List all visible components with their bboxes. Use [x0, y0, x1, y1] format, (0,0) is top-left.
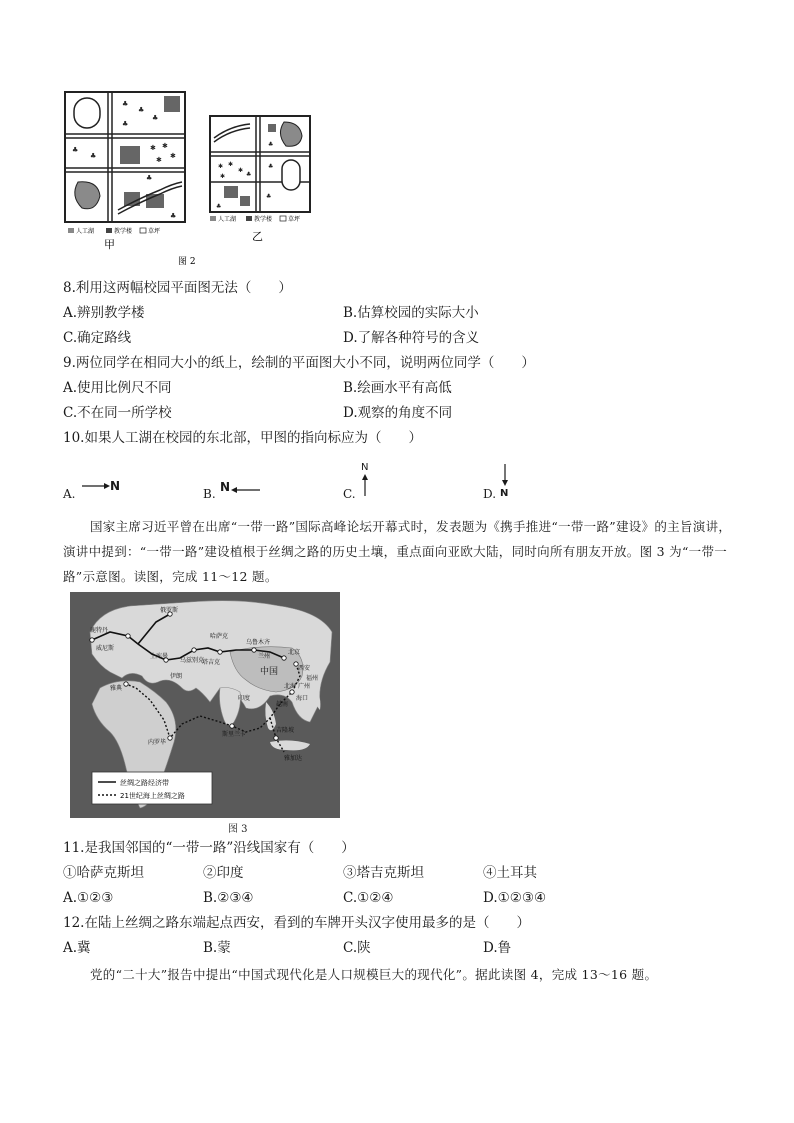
q11-option-c: C.①②④: [343, 890, 394, 906]
q9-option-a: A.使用比例尺不同: [63, 380, 172, 396]
svg-text:雅典: 雅典: [110, 685, 123, 692]
q12-option-c: C.陕: [343, 940, 371, 956]
svg-text:人工湖: 人工湖: [218, 216, 237, 223]
svg-text:♣: ♣: [268, 163, 274, 170]
svg-text:✱: ✱: [238, 167, 244, 174]
svg-text:N: N: [110, 479, 121, 493]
svg-text:♣: ♣: [122, 100, 129, 108]
svg-text:♣: ♣: [170, 212, 177, 220]
question-12-stem: 12.在陆上丝绸之路东端起点西安，看到的车牌开头汉字使用最多的是（ ）: [63, 915, 530, 931]
figure-2-campus-maps: [60, 86, 330, 270]
svg-text:乌鲁木齐: 乌鲁木齐: [246, 639, 271, 646]
svg-text:✱: ✱: [170, 152, 176, 160]
figure-3-legend: [92, 772, 212, 804]
svg-text:♣: ♣: [216, 203, 222, 210]
q11-item-3: ③塔吉克斯坦: [343, 865, 424, 881]
svg-text:威尼斯: 威尼斯: [96, 645, 115, 652]
svg-text:广州: 广州: [298, 683, 311, 690]
q9-option-d: D.观察的角度不同: [343, 405, 453, 421]
svg-text:♣: ♣: [246, 171, 252, 178]
map-jia-label: 甲: [104, 238, 115, 251]
svg-text:N: N: [361, 462, 369, 473]
svg-text:吉隆坡: 吉隆坡: [276, 727, 295, 734]
svg-text:丝绸之路经济带: 丝绸之路经济带: [120, 779, 169, 787]
svg-text:♣: ♣: [152, 114, 159, 122]
svg-text:中国: 中国: [260, 667, 279, 677]
svg-text:♣: ♣: [266, 193, 272, 200]
svg-text:♣: ♣: [268, 141, 274, 148]
svg-text:♣: ♣: [138, 106, 145, 114]
q8-option-b: B.估算校园的实际大小: [343, 305, 479, 321]
q11-option-d: D.①②③④: [483, 890, 547, 906]
q10-north-arrow-options: [60, 458, 530, 504]
svg-text:教学楼: 教学楼: [254, 216, 273, 223]
question-9-stem: 9.两位同学在相同大小的纸上，绘制的平面图大小不同，说明两位同学（ ）: [63, 355, 535, 371]
svg-text:N: N: [500, 488, 509, 499]
svg-text:♣: ♣: [90, 152, 97, 160]
q12-option-d: D.鲁: [483, 940, 512, 956]
svg-text:海口: 海口: [296, 695, 309, 702]
svg-text:越南: 越南: [276, 701, 289, 708]
svg-text:福州: 福州: [306, 675, 319, 682]
svg-text:兰州: 兰州: [258, 653, 271, 660]
q12-option-b: B.蒙: [203, 940, 231, 956]
q8-option-c: C.确定路线: [63, 330, 132, 346]
svg-text:♣: ♣: [72, 146, 79, 154]
map-yi-label: 乙: [252, 230, 263, 243]
q11-item-2: ②印度: [203, 865, 244, 881]
q11-option-a: A.①②③: [63, 890, 114, 906]
svg-text:雅加达: 雅加达: [284, 755, 303, 762]
svg-text:乌兹别克: 乌兹别克: [180, 657, 205, 664]
svg-text:21世纪海上丝绸之路: 21世纪海上丝绸之路: [120, 792, 185, 800]
svg-text:✱: ✱: [228, 161, 234, 168]
figure-2-caption: 图 2: [178, 257, 196, 267]
svg-text:♣: ♣: [122, 120, 129, 128]
svg-text:塔吉克: 塔吉克: [202, 659, 221, 666]
svg-text:教学楼: 教学楼: [114, 228, 133, 235]
svg-text:哈萨克: 哈萨克: [210, 633, 229, 640]
svg-text:土库曼: 土库曼: [150, 653, 169, 660]
svg-text:俄罗斯: 俄罗斯: [160, 607, 179, 614]
svg-text:西安: 西安: [298, 665, 311, 672]
svg-text:北海: 北海: [284, 683, 297, 690]
q8-option-a: A.辨别教学楼: [63, 305, 145, 321]
svg-text:印度: 印度: [238, 695, 251, 702]
q10-option-b: B.: [203, 487, 216, 501]
q9-option-c: C.不在同一所学校: [63, 405, 172, 421]
svg-text:草坪: 草坪: [148, 228, 161, 235]
svg-text:✱: ✱: [220, 173, 226, 180]
figure-3-caption: 图 3: [228, 824, 248, 835]
svg-text:草坪: 草坪: [288, 216, 301, 223]
q9-option-b: B.绘画水平有高低: [343, 380, 452, 396]
map-yi: [210, 116, 310, 243]
svg-text:北京: 北京: [288, 649, 301, 656]
svg-text:伊朗: 伊朗: [170, 673, 183, 680]
q10-option-d: D.: [483, 487, 497, 501]
figure-3-belt-road-map: [70, 592, 340, 818]
svg-text:✱: ✱: [150, 144, 156, 152]
svg-text:N: N: [220, 480, 231, 494]
q11-item-4: ④土耳其: [483, 865, 537, 881]
svg-text:人工湖: 人工湖: [76, 228, 95, 235]
question-10-stem: 10.如果人工湖在校园的东北部，甲图的指向标应为（ ）: [63, 430, 422, 446]
q11-item-1: ①哈萨克斯坦: [63, 865, 144, 881]
svg-text:内罗毕: 内罗毕: [148, 739, 167, 746]
map-jia: [65, 92, 185, 251]
svg-text:鹿特丹: 鹿特丹: [90, 627, 109, 634]
q8-option-d: D.了解各种符号的含义: [343, 330, 480, 346]
svg-text:✱: ✱: [156, 156, 162, 164]
svg-text:♣: ♣: [146, 174, 153, 182]
passage-modernization: 党的“二十大”报告中提出“中国式现代化是人口规模巨大的现代化”。据此读图 4，完成 13～16 题。: [90, 967, 658, 982]
q11-option-b: B.②③④: [203, 890, 254, 906]
q12-option-a: A.冀: [63, 940, 91, 956]
svg-text:✱: ✱: [162, 142, 168, 150]
passage-belt-and-road: 国家主席习近平曾在出席“一带一路”国际高峰论坛开幕式时，发表题为《携手推进“一带一路”建设》的主旨演讲，演讲中提到：“一带一路”建设植根于丝绸之路的历史土壤，重点面向亚欧大陆，同时向所有朋友开放。图 3 为“一带一路”示意图。读图，完成 11～12 题。: [63, 519, 732, 584]
q10-option-a: A.: [63, 487, 76, 501]
q10-option-c: C.: [343, 487, 356, 501]
svg-text:✱: ✱: [218, 163, 224, 170]
question-11-stem: 11.是我国邻国的“一带一路”沿线国家有（ ）: [63, 840, 355, 856]
question-8-stem: 8.利用这两幅校园平面图无法（ ）: [63, 280, 292, 296]
svg-text:斯里兰卡: 斯里兰卡: [222, 731, 247, 738]
